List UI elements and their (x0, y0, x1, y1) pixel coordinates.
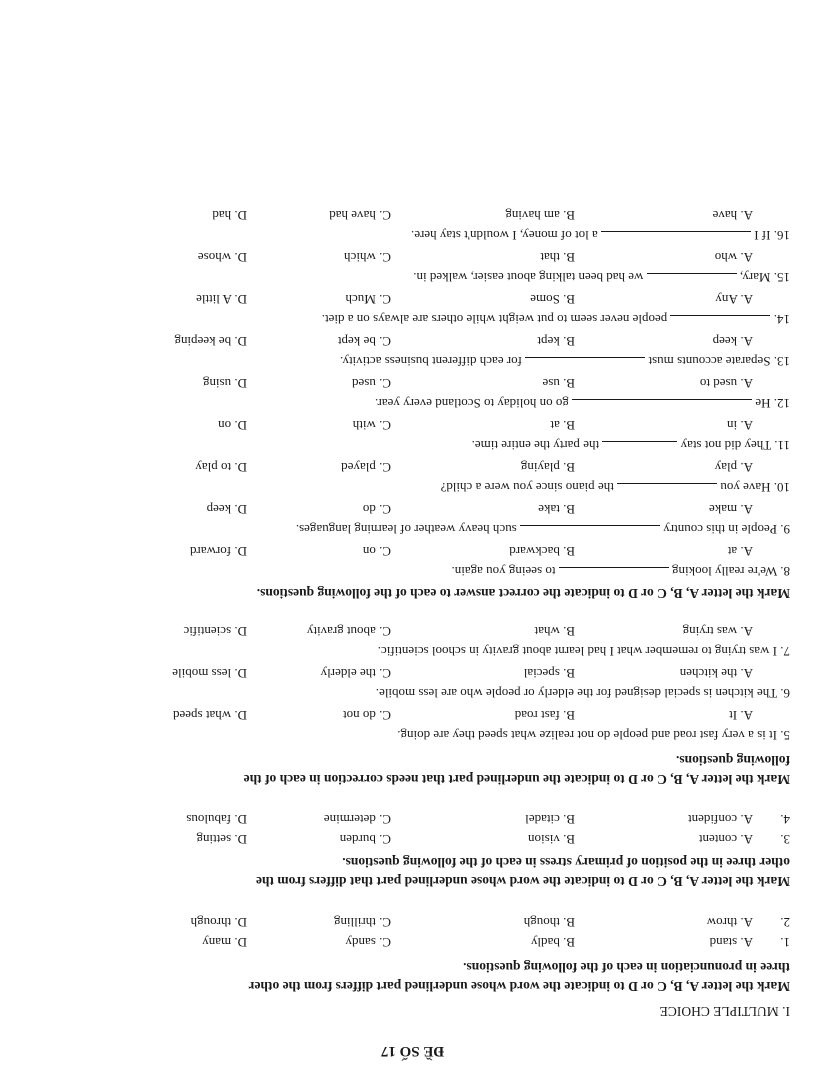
option-text: keep (206, 502, 232, 517)
option-text: do (362, 502, 376, 517)
stem-after: go on holiday to Scotland every year. (374, 396, 569, 411)
stem-before: Mary, (739, 270, 771, 285)
option-text: in (726, 418, 738, 433)
option-text: scientific (183, 624, 232, 639)
q2-option-b[interactable] (524, 914, 575, 930)
question-number: 7. (780, 644, 790, 659)
option-text: had (212, 208, 232, 223)
question-12 (375, 395, 790, 411)
option-letter: C. (379, 250, 391, 265)
q5-option-c[interactable] (343, 707, 391, 723)
option-text: forward (189, 544, 232, 559)
option-letter: D. (234, 376, 247, 391)
option-text: on (362, 544, 376, 559)
q7-option-c[interactable] (307, 623, 391, 639)
question-number: 10. (773, 480, 790, 495)
q16-option-a[interactable] (713, 207, 753, 223)
option-letter: A. (740, 832, 753, 847)
option-text: who (714, 250, 738, 265)
q6-option-c[interactable] (321, 665, 391, 681)
stem-before: People in this country (663, 522, 777, 537)
option-text: special (523, 666, 560, 681)
option-letter: B. (563, 376, 575, 391)
option-text: was trying (682, 624, 738, 639)
option-text: have (712, 208, 738, 223)
option-text: less mobile (172, 666, 232, 681)
option-letter: D. (234, 624, 247, 639)
option-letter: A. (740, 418, 753, 433)
option-text: backward (509, 544, 560, 559)
option-text: at (727, 544, 738, 559)
option-text: keep (712, 334, 738, 349)
option-text: using (202, 376, 232, 391)
option-letter: B. (563, 250, 575, 265)
section-3-instruction-cont: following questions. (675, 753, 790, 768)
option-letter: B. (563, 544, 575, 559)
option-text: kept (537, 334, 560, 349)
option-text: which (344, 250, 376, 265)
q7-option-b[interactable] (535, 623, 575, 639)
question-4 (780, 811, 790, 827)
option-text: Much (345, 292, 376, 307)
option-text: setting (196, 832, 232, 847)
option-text: am having (505, 208, 560, 223)
answer-blank[interactable] (520, 525, 660, 536)
option-letter: D. (234, 915, 247, 930)
answer-blank[interactable] (525, 357, 645, 368)
option-text: play (714, 460, 738, 475)
option-letter: A. (740, 502, 753, 517)
option-text: use (542, 376, 560, 391)
q10-option-a[interactable] (715, 459, 753, 475)
section-4-instruction: Mark the letter A, B, C or D to indicate the correct answer to each of the following questions. (256, 586, 790, 601)
option-letter: D. (234, 292, 247, 307)
option-text: have had (329, 208, 376, 223)
option-text: that (540, 250, 560, 265)
option-letter: B. (563, 460, 575, 475)
q7-option-a[interactable] (683, 623, 753, 639)
option-letter: C. (379, 502, 391, 517)
q14-option-b[interactable] (530, 291, 575, 307)
option-letter: C. (379, 666, 391, 681)
option-letter: C. (379, 624, 391, 639)
q14-option-a[interactable] (715, 291, 753, 307)
answer-blank[interactable] (671, 315, 771, 326)
option-letter: B. (563, 935, 575, 950)
question-number: 4. (780, 812, 790, 827)
option-text: through (190, 915, 232, 930)
option-letter: A. (740, 708, 753, 723)
q11-option-a[interactable] (727, 417, 753, 433)
option-letter: A. (740, 624, 753, 639)
option-text: badly (530, 935, 560, 950)
exam-title: ĐỀ SỐ 17 (380, 1043, 445, 1059)
q14-option-c[interactable] (345, 291, 391, 307)
q6-option-a[interactable] (680, 665, 753, 681)
q2-option-c[interactable] (334, 914, 391, 930)
option-letter: A. (740, 666, 753, 681)
option-text: It (729, 708, 738, 723)
option-text: on (218, 418, 232, 433)
question-6 (376, 685, 790, 701)
section-2-instruction-cont: other three in the position of primary stress in each of the following questions. (342, 855, 790, 870)
stem-before: Separate accounts must (648, 354, 771, 369)
q3-option-b[interactable] (528, 831, 575, 847)
stem-before: If I (754, 228, 771, 243)
q15-option-c[interactable] (344, 249, 391, 265)
q14-option-d[interactable] (196, 291, 247, 307)
q13-option-d[interactable] (174, 333, 247, 349)
option-text: to play (195, 460, 232, 475)
question-13 (340, 353, 790, 369)
question-16 (411, 227, 790, 243)
option-text: vision (528, 832, 560, 847)
option-text: Some (530, 292, 560, 307)
option-text: used to (699, 376, 738, 391)
question-number: 14. (773, 312, 790, 327)
option-letter: B. (563, 832, 575, 847)
question-15 (413, 269, 790, 285)
question-5 (397, 727, 790, 743)
q15-option-a[interactable] (715, 249, 753, 265)
option-letter: D. (234, 832, 247, 847)
option-letter: B. (563, 915, 575, 930)
option-text: be kept (337, 334, 376, 349)
option-text: do not (342, 708, 376, 723)
q4-option-b[interactable] (525, 811, 575, 827)
option-letter: B. (563, 292, 575, 307)
q3-option-d[interactable] (196, 831, 247, 847)
stem-after: to seeing you again. (451, 564, 556, 579)
stem-after: the piano since you were a child? (440, 480, 614, 495)
option-letter: C. (379, 915, 391, 930)
option-letter: B. (563, 666, 575, 681)
option-letter: C. (379, 460, 391, 475)
answer-blank[interactable] (601, 231, 751, 242)
question-number: 12. (773, 396, 790, 411)
section-1-instruction-cont: three in pronunciation in each of the following questions. (463, 960, 790, 975)
q12-option-a[interactable] (700, 375, 753, 391)
stem-after: people never seem to put weight while others are always on a diet. (321, 312, 668, 327)
question-14 (322, 311, 790, 327)
question-number: 8. (780, 564, 790, 579)
q15-option-d[interactable] (198, 249, 247, 265)
q3-option-a[interactable] (699, 831, 753, 847)
stem-before: He (755, 396, 771, 411)
option-text: playing (520, 460, 560, 475)
q4-option-d[interactable] (186, 811, 247, 827)
option-letter: C. (379, 832, 391, 847)
option-text: content (698, 832, 738, 847)
option-letter: D. (234, 460, 247, 475)
option-letter: C. (379, 544, 391, 559)
q5-option-a[interactable] (729, 707, 753, 723)
q1-option-b[interactable] (531, 934, 575, 950)
answer-blank[interactable] (559, 567, 669, 578)
question-2 (780, 914, 790, 930)
option-text: played (341, 460, 376, 475)
option-text: what speed (172, 708, 232, 723)
q4-option-a[interactable] (688, 811, 753, 827)
q11-option-c[interactable] (353, 417, 391, 433)
q7-option-d[interactable] (183, 623, 247, 639)
q12-option-b[interactable] (542, 375, 575, 391)
q10-option-d[interactable] (195, 459, 247, 475)
stem-after: we had been talking about easier, walked in. (413, 270, 644, 285)
q9-option-b[interactable] (538, 501, 575, 517)
option-text: Any (715, 292, 738, 307)
question-8 (451, 563, 790, 579)
q9-option-d[interactable] (207, 501, 247, 517)
q5-option-d[interactable] (173, 707, 247, 723)
option-letter: C. (379, 935, 391, 950)
question-3 (780, 831, 790, 847)
option-text: fabulous (186, 812, 232, 827)
option-text: with (352, 418, 376, 433)
question-number: 9. (780, 522, 790, 537)
option-text: fast road (514, 708, 560, 723)
q16-option-d[interactable] (212, 207, 247, 223)
option-text: make (708, 502, 738, 517)
option-letter: B. (563, 208, 575, 223)
q13-option-a[interactable] (713, 333, 753, 349)
option-letter: C. (379, 334, 391, 349)
option-letter: B. (563, 334, 575, 349)
question-number: 15. (773, 270, 790, 285)
option-letter: B. (563, 812, 575, 827)
q12-option-c[interactable] (352, 375, 391, 391)
option-letter: D. (234, 502, 247, 517)
q6-option-b[interactable] (524, 665, 575, 681)
option-text: take (538, 502, 560, 517)
question-number: 5. (780, 728, 790, 743)
option-letter: C. (379, 292, 391, 307)
question-7 (378, 643, 790, 659)
question-stem: The kitchen is special designed for the elderly or people who are less mobile. (375, 686, 778, 701)
question-11 (472, 437, 790, 453)
option-text: the elderly (320, 666, 376, 681)
q9-option-a[interactable] (709, 501, 753, 517)
option-letter: C. (379, 812, 391, 827)
option-letter: A. (740, 292, 753, 307)
question-number: 2. (780, 915, 790, 930)
stem-before: They did not stay (680, 438, 772, 453)
q13-option-b[interactable] (537, 333, 575, 349)
q2-option-d[interactable] (191, 914, 247, 930)
q6-option-d[interactable] (172, 665, 247, 681)
option-letter: D. (234, 666, 247, 681)
option-text: many (202, 935, 232, 950)
question-number: 3. (780, 832, 790, 847)
answer-blank[interactable] (572, 399, 752, 410)
option-letter: B. (563, 624, 575, 639)
option-letter: D. (234, 208, 247, 223)
option-letter: B. (563, 418, 575, 433)
question-1 (780, 934, 790, 950)
option-letter: A. (740, 544, 753, 559)
option-text: A little (196, 292, 232, 307)
option-text: used (351, 376, 376, 391)
option-letter: B. (563, 708, 575, 723)
q11-option-b[interactable] (550, 417, 575, 433)
q2-option-a[interactable] (707, 914, 753, 930)
stem-after: such heavy weather of learning languages. (295, 522, 517, 537)
option-letter: D. (234, 708, 247, 723)
answer-blank[interactable] (647, 273, 737, 284)
option-letter: A. (740, 935, 753, 950)
option-letter: C. (379, 708, 391, 723)
section-3-instruction: Mark the letter A, B, C or D to indicate the underlined part that needs correction in each of the (243, 772, 790, 787)
option-text: thrilling (333, 915, 376, 930)
q4-option-c[interactable] (324, 811, 391, 827)
stem-before: We're really looking (671, 564, 778, 579)
option-text: citadel (525, 812, 560, 827)
question-number: 16. (773, 228, 790, 243)
option-letter: B. (563, 502, 575, 517)
option-letter: D. (234, 250, 247, 265)
question-number: 13. (773, 354, 790, 369)
option-letter: D. (234, 334, 247, 349)
option-text: about gravity (306, 624, 376, 639)
option-text: stand (709, 935, 738, 950)
option-letter: D. (234, 544, 247, 559)
question-number: 6. (780, 686, 790, 701)
q8-option-a[interactable] (728, 543, 753, 559)
q16-option-c[interactable] (329, 207, 391, 223)
option-letter: D. (234, 418, 247, 433)
option-letter: D. (234, 812, 247, 827)
option-text: throw (706, 915, 738, 930)
q1-option-d[interactable] (202, 934, 247, 950)
answer-blank[interactable] (617, 483, 717, 494)
option-letter: A. (740, 334, 753, 349)
option-text: at (550, 418, 560, 433)
option-letter: A. (740, 915, 753, 930)
option-letter: A. (740, 812, 753, 827)
q13-option-c[interactable] (338, 333, 391, 349)
question-number: 11. (774, 438, 790, 453)
q5-option-b[interactable] (515, 707, 575, 723)
option-letter: C. (379, 208, 391, 223)
q10-option-c[interactable] (341, 459, 391, 475)
section-1-instruction: Mark the letter A, B, C or D to indicate the word whose underlined part differs from the other (248, 979, 790, 994)
answer-blank[interactable] (602, 441, 677, 452)
option-letter: A. (740, 250, 753, 265)
question-stem: I was trying to remember what I had learnt about gravity in school scientific. (377, 644, 777, 659)
question-stem: It is a very fast road and people do not realize what speed they are doing. (397, 728, 777, 743)
q8-option-c[interactable] (363, 543, 391, 559)
q3-option-c[interactable] (340, 831, 391, 847)
option-letter: A. (740, 376, 753, 391)
question-9 (296, 521, 790, 537)
option-letter: C. (379, 418, 391, 433)
option-text: be keeping (174, 334, 232, 349)
option-text: confident (688, 812, 738, 827)
question-10 (441, 479, 790, 495)
q8-option-b[interactable] (509, 543, 575, 559)
option-letter: A. (740, 460, 753, 475)
option-text: whose (197, 250, 232, 265)
stem-after: a lot of money, I wouldn't stay here. (411, 228, 598, 243)
stem-before: Have you (720, 480, 771, 495)
option-letter: A. (740, 208, 753, 223)
section-2-instruction: Mark the letter A, B, C or D to indicate the word whose underlined part that differs from the (256, 874, 790, 889)
q11-option-d[interactable] (218, 417, 247, 433)
option-letter: C. (379, 376, 391, 391)
option-text: sandy (345, 935, 376, 950)
q8-option-d[interactable] (190, 543, 247, 559)
option-text: what (534, 624, 560, 639)
option-letter: D. (234, 935, 247, 950)
option-text: determine (323, 812, 376, 827)
question-number: 1. (780, 935, 790, 950)
option-text: the kitchen (679, 666, 738, 681)
q10-option-b[interactable] (521, 459, 575, 475)
option-text: though (523, 915, 560, 930)
q9-option-c[interactable] (363, 501, 391, 517)
part-label: I. MULTIPLE CHOICE (659, 1004, 790, 1019)
q1-option-a[interactable] (710, 934, 753, 950)
q16-option-b[interactable] (505, 207, 575, 223)
stem-after: the party the entire time. (471, 438, 600, 453)
q15-option-b[interactable] (540, 249, 575, 265)
q12-option-d[interactable] (203, 375, 247, 391)
option-text: burden (339, 832, 376, 847)
q1-option-c[interactable] (345, 934, 391, 950)
stem-after: for each different business activity. (340, 354, 522, 369)
